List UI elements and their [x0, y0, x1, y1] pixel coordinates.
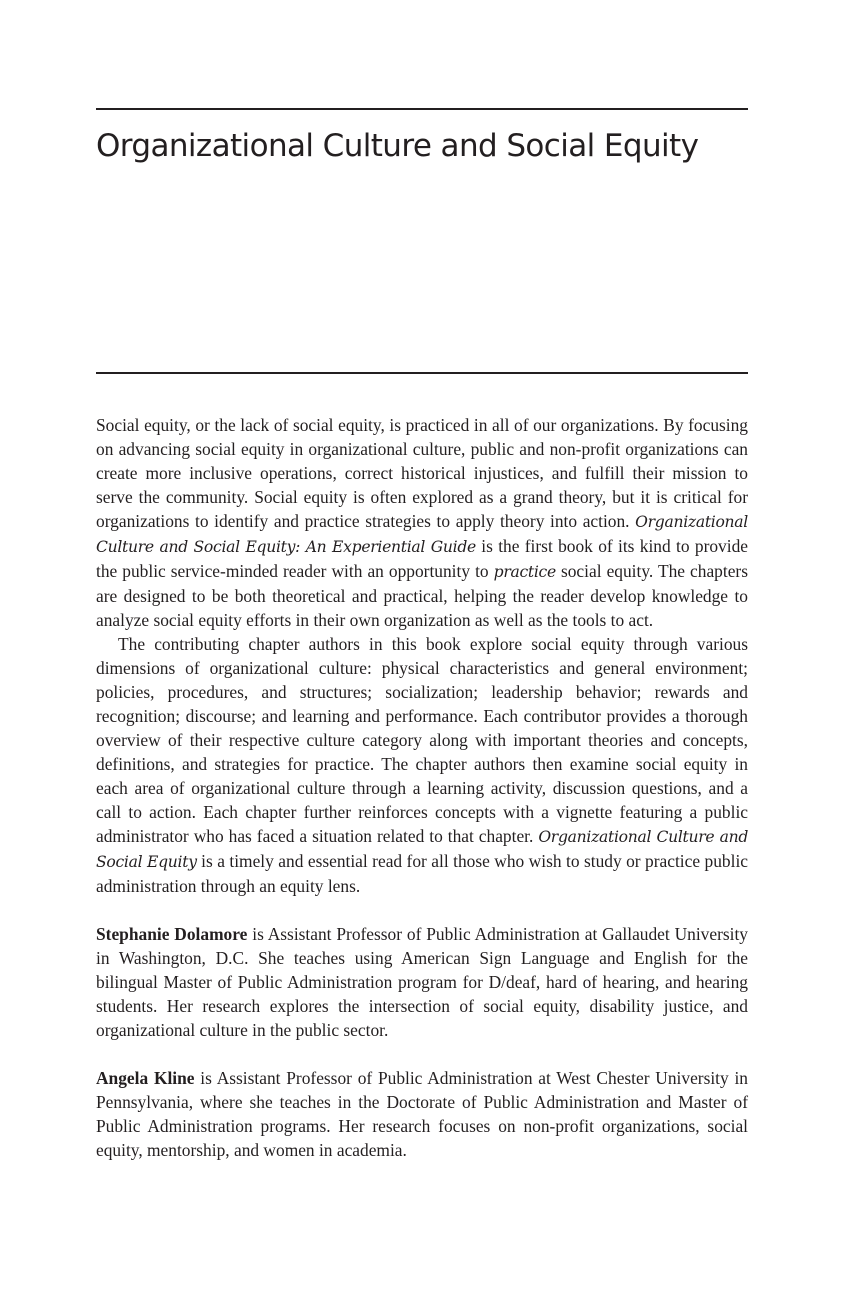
- bottom-rule: [96, 372, 748, 374]
- description-paragraph-2: The contributing chapter authors in this book explore social equity through various dimensions of organizational culture: physical characteristics and general environment; policies, procedures, and structures; socialization; leadership behavior; rewards and recognition; discourse; and learning and performance. Each contributor provides a thorough overview of their respective culture category along with important theories and concepts, definitions, and strategies for practice. The chapter authors then examine social equity in each area of organizational culture through a learning activity, discussion questions, and a call to action. Each chapter further reinforces concepts with a vignette featuring a public administrator who has faced a situation related to that chapter. Organizational Culture and Social Equity is a timely and essential read for all those who wish to study or practice public administration through an equity lens.: [96, 634, 748, 896]
- book-title-italic: Organizational Culture and Social Equity: An Experiential Guide: [96, 513, 748, 556]
- author-bio: [96, 1066, 748, 1162]
- author-bio: [96, 922, 748, 1042]
- back-cover-text: [96, 413, 748, 1162]
- author-bio-text: is Assistant Professor of Public Administration at Gallaudet University in Washington, D.C. She teaches using American Sign Language and English for the bilingual Master of Public Administration program for D/deaf, hard of hearing, and hearing students. Her research explores the intersection of social equity, disability justice, and organizational culture in the public sector.: [96, 924, 748, 1040]
- description-paragraph-1: Social equity, or the lack of social equity, is practiced in all of our organizations. By focusing on advancing social equity in organizational culture, public and non-profit organizations can create more inclusive operations, correct historical injustices, and fulfill their mission to serve the community. Social equity is often explored as a grand theory, but it is critical for organizations to identify and practice strategies to apply theory into action. Organizational Culture and Social Equity: An Experiential Guide is the first book of its kind to provide the public service-minded reader with an opportunity to practice social equity. The chapters are designed to be both theoretical and practical, helping the reader develop knowledge to analyze social equity efforts in their own organization as well as the tools to act.: [96, 415, 748, 630]
- book-title-italic: Organizational Culture and Social Equity: [96, 828, 748, 871]
- author-name: Stephanie Dolamore: [96, 924, 248, 944]
- book-title: Organizational Culture and Social Equity: [96, 128, 699, 164]
- top-rule: [96, 108, 748, 110]
- emphasis-practice: practice: [493, 563, 556, 581]
- author-bio-text: is Assistant Professor of Public Administration at West Chester University in Pennsylvania, where she teaches in the Doctorate of Public Administration and Master of Public Administration programs. Her research focuses on non-profit organizations, social equity, mentorship, and women in academia.: [96, 1068, 749, 1160]
- author-name: Angela Kline: [96, 1068, 195, 1088]
